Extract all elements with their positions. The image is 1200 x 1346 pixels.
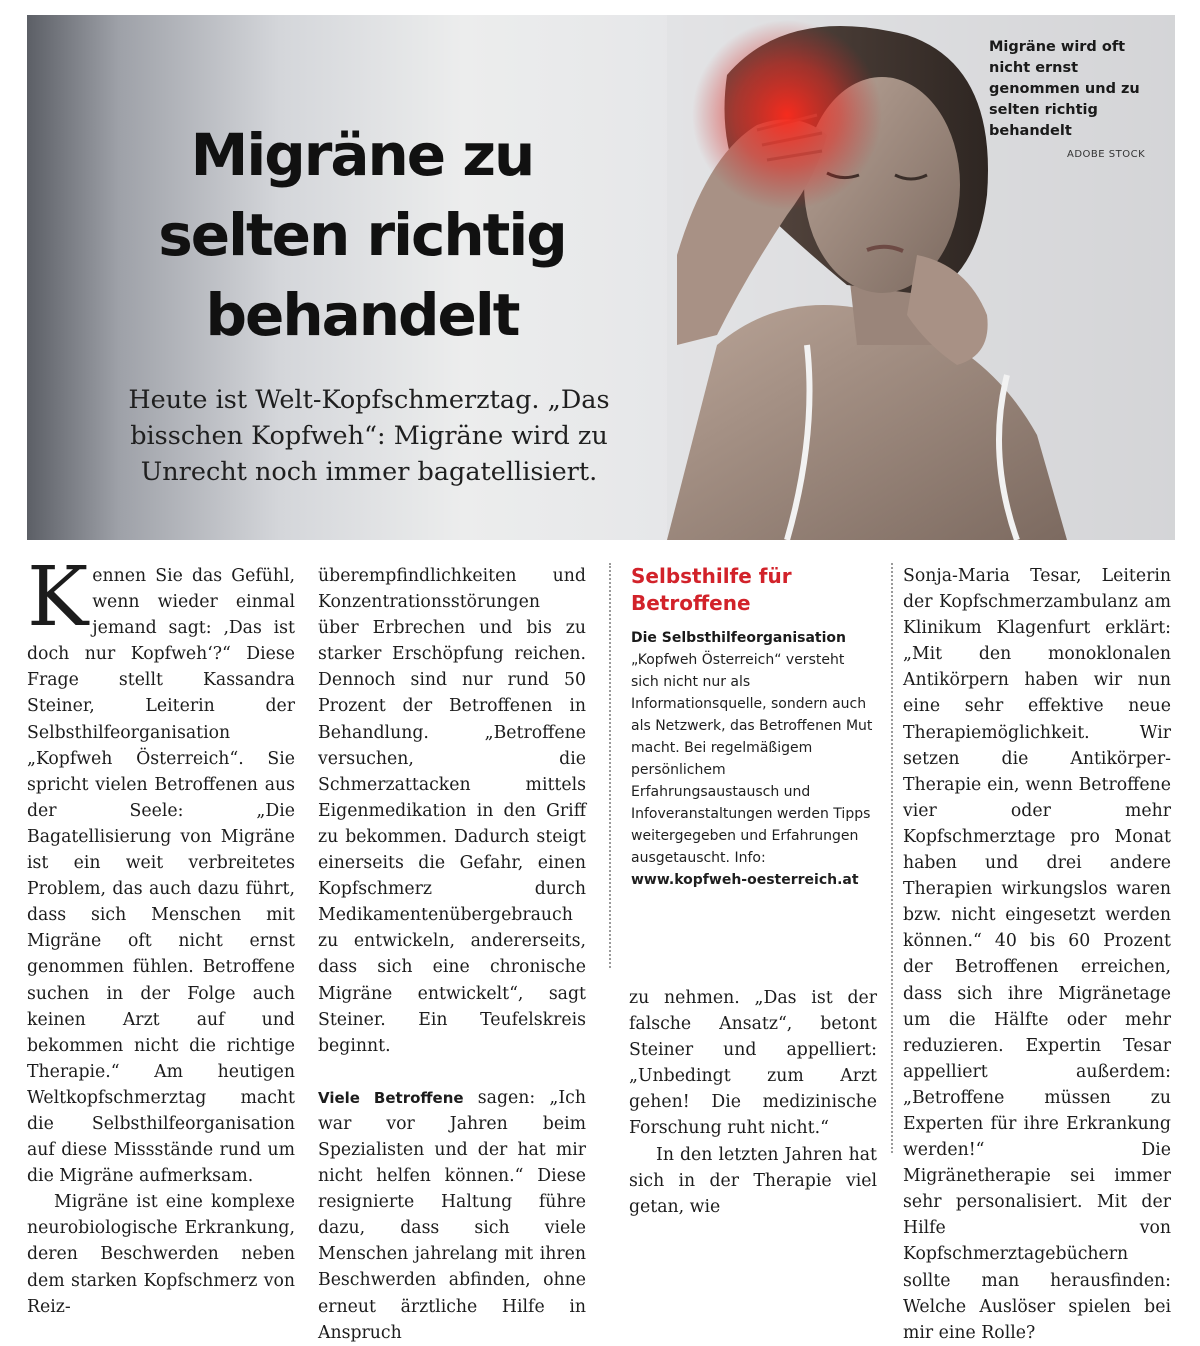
drop-cap: K: [27, 550, 89, 645]
headline: Migräne zu selten richtig behandelt: [158, 121, 566, 349]
body-paragraph-4-text: sagen: „Ich war vor Jahren beim Spezialisten und der hat mir nicht helfen können.“ Diese resignierte Haltung führe dazu, dass sich viele Menschen jahrelang mit ihren Beschwerden abfinden, ohne erneut ärztliche Hilfe in Anspruch: [318, 1087, 586, 1343]
hero-photo-area: [27, 15, 1175, 540]
body-column-3: [609, 985, 877, 1220]
body-paragraph-2: Migräne ist eine komplexe neurobiologische Erkrankung, deren Beschwerden neben dem starken Kopfschmerz von Reiz-: [27, 1192, 295, 1317]
body-column-2: [318, 563, 586, 1346]
body-column-4: [903, 563, 1171, 1346]
paragraph-lead-in: Viele Betroffene: [318, 1088, 464, 1107]
body-paragraph-5: zu nehmen. „Das ist der falsche Ansatz“, betont Steiner und appelliert: „Unbedingt zum Arzt gehen! Die medizinische Forschung ruht nicht.“: [629, 988, 877, 1139]
column-divider: [891, 563, 893, 1153]
body-paragraph-6: In den letzten Jahren hat sich in der Therapie viel getan, wie: [629, 1144, 877, 1217]
body-paragraph-3: überempfindlichkeiten und Konzentrationsstörungen über Erbrechen und bis zu starker Erschöpfung reichen. Dennoch sind nur rund 50 Prozent der Betroffenen in Behandlung. „Betroffene versuchen, die Schmerzattacken mittels Eigenmedikation in den Griff zu bekommen. Dadurch steigt einerseits die Gefahr, einen Kopfschmerz durch Medikamentenübergebrauch zu entwickeln, andererseits, dass sich eine chronische Migräne entwickelt“, sagt Steiner. Ein Teufelskreis beginnt.: [318, 566, 586, 1056]
body-column-1: [27, 550, 295, 1320]
photo-credit: ADOBE STOCK: [1067, 149, 1146, 160]
body-paragraph-7: Sonja-Maria Tesar, Leiterin der Kopfschmerzambulanz am Klinikum Klagenfurt erklärt: „Mit den monoklonalen Antikörpern haben wir nun eine sehr effektive neue Therapiemöglichkeit. Wir setzen die Antikörper-Therapie ein, wenn Betroffene vier oder mehr Kopfschmerztage pro Monat haben und drei andere Therapien wirkungslos waren bzw. nicht eingesetzt werden können.“ 40 bis 60 Prozent der Betroffenen erreichen, dass sich ihre Migränetage um die Hälfte oder mehr reduzieren. Expertin Tesar appelliert außerdem: „Betroffene müssen zu Experten für ihre Erkrankung werden!“ Die Migränetherapie sei immer sehr personalisiert. Mit der Hilfe von Kopfschmerztagebüchern sollte man herausfinden: Welche Auslöser spielen bei mir eine Rolle?: [903, 566, 1171, 1343]
info-box-website-link[interactable]: www.kopfweh-oesterreich.at: [631, 872, 859, 888]
info-box-lead: Die Selbsthilfeorganisation: [631, 630, 846, 646]
body-paragraph-1: [27, 550, 295, 1189]
body-paragraph-4: [318, 1085, 586, 1346]
info-box-selbsthilfe: [609, 563, 873, 968]
photo-caption: Migräne wird oft nicht ernst genommen und zu selten richtig behandelt: [989, 39, 1140, 139]
info-box-text: [631, 649, 873, 891]
body-paragraph-1-text: ennen Sie das Gefühl, wenn wieder einmal jemand sagt: ‚Das ist doch nur Kopfweh‘?“ Diese Frage stellt Kassandra Steiner, Leiterin der Selbsthilfeorganisation „Kopfweh Österreich“. Sie spricht vielen Betroffenen aus der Seele: „Die Bagatellisierung von Migräne ist ein weit verbreitetes Problem, das auch dazu führt, dass sich Menschen mit Migräne oft nicht ernst genommen fühlen. Betroffene suchen in der Folge auch keinen Arzt auf und bekommen nicht die richtige Therapie.“ Am heutigen Weltkopfschmerztag macht die Selbsthilfeorganisation auf diese Missstände rund um die Migräne aufmerksam.: [27, 566, 295, 1187]
subheadline: Heute ist Welt-Kopfschmerztag. „Das bisschen Kopfweh“: Migräne wird zu Unrecht noch immer bagatellisiert.: [128, 385, 610, 487]
info-box-body: „Kopfweh Österreich“ versteht sich nicht nur als Informationsquelle, sondern auch als Netzwerk, das Betroffenen Mut macht. Bei regelmäßigem persönlichem Erfahrungsaustausch und Infoveranstaltungen werden Tipps weitergegeben und Erfahrungen ausgetauscht. Info:: [631, 652, 873, 866]
info-box-title: Selbsthilfe für Betroffene: [631, 564, 792, 615]
